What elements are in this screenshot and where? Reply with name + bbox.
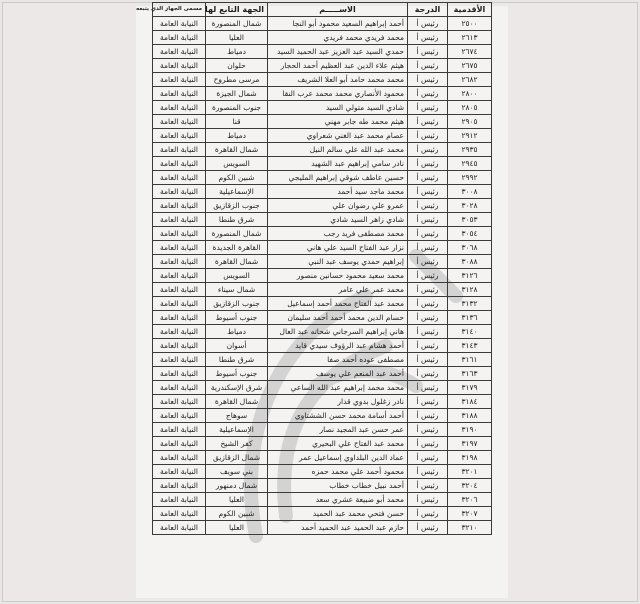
cell-name: أحمد هشام عبد الرؤوف سيدي قايد: [268, 339, 408, 353]
cell-seniority: ٣١٤٠: [448, 325, 492, 339]
header-name: الاســـــم: [268, 3, 408, 17]
cell-entity: جنوب أسيوط: [206, 311, 268, 325]
cell-agency: النيابة العامة: [153, 227, 206, 241]
table-row: [153, 493, 492, 507]
cell-seniority: ٢٩٩٢: [448, 171, 492, 185]
cell-entity: القاهرة الجديدة: [206, 241, 268, 255]
table-row: [153, 45, 492, 59]
cell-entity: شبين الكوم: [206, 507, 268, 521]
cell-name: أحمد إبراهيم السعيد محمود أبو النجا: [268, 17, 408, 31]
table-row: [153, 269, 492, 283]
cell-entity: جنوب المنصورة: [206, 101, 268, 115]
cell-name: عمرو علي رضوان علي: [268, 199, 408, 213]
table-row: [153, 311, 492, 325]
table-row: [153, 339, 492, 353]
cell-name: هيثم محمد طه جابر مهني: [268, 115, 408, 129]
cell-agency: النيابة العامة: [153, 213, 206, 227]
cell-rank: رئيس أ: [408, 115, 448, 129]
cell-name: محمد عبد الفتاح علي البحيري: [268, 437, 408, 451]
table-header-row: [153, 3, 492, 17]
cell-rank: رئيس أ: [408, 353, 448, 367]
cell-seniority: ٣١٩٨: [448, 451, 492, 465]
cell-agency: النيابة العامة: [153, 479, 206, 493]
cell-entity: شمال سيناء: [206, 283, 268, 297]
cell-rank: رئيس أ: [408, 423, 448, 437]
cell-rank: رئيس أ: [408, 101, 448, 115]
personnel-table: [136, 2, 492, 535]
cell-entity: كفر الشيخ: [206, 437, 268, 451]
cell-entity: شمال القاهرة: [206, 395, 268, 409]
header-seniority: الأقدمية: [448, 3, 492, 17]
cell-agency: النيابة العامة: [153, 507, 206, 521]
cell-entity: شمال الجيزة: [206, 87, 268, 101]
cell-seniority: ٣١٣٦: [448, 311, 492, 325]
cell-agency: النيابة العامة: [153, 269, 206, 283]
cell-rank: رئيس أ: [408, 143, 448, 157]
cell-seniority: ٣٠٠٨: [448, 185, 492, 199]
header-rank: الدرجة: [408, 3, 448, 17]
table-row: [153, 423, 492, 437]
cell-rank: رئيس أ: [408, 339, 448, 353]
cell-seniority: ٢٦٧٤: [448, 45, 492, 59]
cell-agency: النيابة العامة: [153, 493, 206, 507]
cell-name: حمدي السيد عبد العزيز عبد الحميد السيد: [268, 45, 408, 59]
table-row: [153, 59, 492, 73]
cell-rank: رئيس أ: [408, 129, 448, 143]
cell-entity: شمال المنصورة: [206, 17, 268, 31]
cell-seniority: ٣١٩٠: [448, 423, 492, 437]
cell-name: محمد فريدي محمد فريدي: [268, 31, 408, 45]
cell-rank: رئيس أ: [408, 199, 448, 213]
cell-rank: رئيس أ: [408, 521, 448, 535]
cell-entity: دمياط: [206, 325, 268, 339]
table-row: [153, 297, 492, 311]
cell-entity: الإسماعيلية: [206, 423, 268, 437]
cell-agency: النيابة العامة: [153, 171, 206, 185]
cell-entity: شمال دمنهور: [206, 479, 268, 493]
cell-name: نادر زغلول بدوي قدار: [268, 395, 408, 409]
cell-agency: النيابة العامة: [153, 185, 206, 199]
cell-rank: رئيس أ: [408, 213, 448, 227]
table-row: [153, 17, 492, 31]
cell-name: أحمد أسامة محمد حسن الششتاوي: [268, 409, 408, 423]
cell-seniority: ٣١٣٢: [448, 297, 492, 311]
cell-seniority: ٣٢١٠: [448, 521, 492, 535]
cell-rank: رئيس أ: [408, 367, 448, 381]
cell-rank: رئيس أ: [408, 157, 448, 171]
cell-seniority: ٣١٦١: [448, 353, 492, 367]
cell-entity: شمال القاهرة: [206, 143, 268, 157]
cell-agency: النيابة العامة: [153, 339, 206, 353]
table-row: [153, 395, 492, 409]
cell-entity: جنوب أسيوط: [206, 367, 268, 381]
cell-agency: النيابة العامة: [153, 465, 206, 479]
cell-seniority: ٢٦٨٢: [448, 73, 492, 87]
cell-entity: حلوان: [206, 59, 268, 73]
cell-entity: شرق طنطا: [206, 213, 268, 227]
cell-entity: شمال المنصورة: [206, 227, 268, 241]
cell-agency: النيابة العامة: [153, 59, 206, 73]
cell-name: محمد مصطفى فريد رجب: [268, 227, 408, 241]
cell-rank: رئيس أ: [408, 297, 448, 311]
table-row: [153, 507, 492, 521]
cell-agency: النيابة العامة: [153, 367, 206, 381]
cell-agency: النيابة العامة: [153, 353, 206, 367]
cell-rank: رئيس أ: [408, 311, 448, 325]
table-row: [153, 353, 492, 367]
cell-entity: السويس: [206, 269, 268, 283]
cell-rank: رئيس أ: [408, 465, 448, 479]
cell-name: عمر حسن عبد المجيد نصار: [268, 423, 408, 437]
header-entity: الجهة التابع لها: [206, 3, 268, 17]
cell-agency: النيابة العامة: [153, 129, 206, 143]
cell-rank: رئيس أ: [408, 87, 448, 101]
cell-agency: النيابة العامة: [153, 311, 206, 325]
cell-rank: رئيس أ: [408, 507, 448, 521]
cell-name: إبراهيم حمدي يوسف عبد النبي: [268, 255, 408, 269]
cell-entity: السويس: [206, 157, 268, 171]
cell-entity: العليا: [206, 493, 268, 507]
cell-name: هيثم علاء الدين عبد العظيم أحمد الحجار: [268, 59, 408, 73]
table-row: [153, 241, 492, 255]
cell-entity: شرق الإسكندرية: [206, 381, 268, 395]
cell-seniority: ٣٠٨٨: [448, 255, 492, 269]
cell-name: حسام الدين محمد أحمد أحمد سليمان: [268, 311, 408, 325]
cell-seniority: ٣١٦٣: [448, 367, 492, 381]
cell-name: عصام محمد عبد الغني شعراوي: [268, 129, 408, 143]
cell-seniority: ٣١٢٨: [448, 283, 492, 297]
cell-name: أحمد عبد المنعم علي يوسف: [268, 367, 408, 381]
cell-rank: رئيس أ: [408, 381, 448, 395]
cell-seniority: ٢٩٠٥: [448, 115, 492, 129]
cell-rank: رئيس أ: [408, 409, 448, 423]
cell-rank: رئيس أ: [408, 45, 448, 59]
cell-rank: رئيس أ: [408, 451, 448, 465]
cell-name: مصطفى عوده أحمد صفا: [268, 353, 408, 367]
cell-seniority: ٢٩٣٥: [448, 143, 492, 157]
cell-seniority: ٣٢٠٦: [448, 493, 492, 507]
cell-seniority: ٣٢٠٤: [448, 479, 492, 493]
table-row: [153, 227, 492, 241]
cell-entity: العليا: [206, 521, 268, 535]
cell-agency: النيابة العامة: [153, 437, 206, 451]
cell-seniority: ٣٢٠١: [448, 465, 492, 479]
table-row: [153, 409, 492, 423]
cell-rank: رئيس أ: [408, 17, 448, 31]
cell-entity: قنا: [206, 115, 268, 129]
table-row: [153, 325, 492, 339]
cell-name: أحمد نبيل خطاب خطاب: [268, 479, 408, 493]
table-row: [153, 283, 492, 297]
cell-seniority: ٣٠٥٤: [448, 227, 492, 241]
cell-seniority: ٣١٩٧: [448, 437, 492, 451]
cell-name: حسين عاطف شوقي إبراهيم المليجي: [268, 171, 408, 185]
cell-rank: رئيس أ: [408, 479, 448, 493]
table-row: [153, 479, 492, 493]
cell-agency: النيابة العامة: [153, 73, 206, 87]
cell-name: محمد ماجد سيد أحمد: [268, 185, 408, 199]
cell-seniority: ٣١٨٨: [448, 409, 492, 423]
cell-seniority: ٣١٧٩: [448, 381, 492, 395]
table-row: [153, 129, 492, 143]
cell-agency: النيابة العامة: [153, 157, 206, 171]
cell-agency: النيابة العامة: [153, 325, 206, 339]
table-row: [153, 31, 492, 45]
cell-entity: دمياط: [206, 129, 268, 143]
cell-agency: النيابة العامة: [153, 115, 206, 129]
table-row: [153, 199, 492, 213]
cell-name: حسن فتحي محمد عبد الحميد: [268, 507, 408, 521]
cell-entity: شرق طنطا: [206, 353, 268, 367]
cell-rank: رئيس أ: [408, 325, 448, 339]
cell-entity: جنوب الزقازيق: [206, 199, 268, 213]
cell-agency: النيابة العامة: [153, 101, 206, 115]
table-row: [153, 185, 492, 199]
cell-seniority: ٣٠٦٨: [448, 241, 492, 255]
cell-name: محمد عبد الفتاح محمد أحمد إسماعيل: [268, 297, 408, 311]
cell-rank: رئيس أ: [408, 269, 448, 283]
cell-seniority: ٢٩٤٥: [448, 157, 492, 171]
cell-agency: النيابة العامة: [153, 283, 206, 297]
cell-entity: العليا: [206, 31, 268, 45]
cell-name: نادر سامي إبراهيم عبد الشهيد: [268, 157, 408, 171]
cell-agency: النيابة العامة: [153, 241, 206, 255]
cell-name: محمد سعيد محمود حسانين منصور: [268, 269, 408, 283]
cell-entity: شبين الكوم: [206, 171, 268, 185]
cell-name: حازم عبد الحميد عبد الحميد أحمد: [268, 521, 408, 535]
table-row: [153, 73, 492, 87]
cell-rank: رئيس أ: [408, 73, 448, 87]
table-row: [153, 213, 492, 227]
cell-seniority: ٢٦٧٥: [448, 59, 492, 73]
cell-seniority: ٢٥٠٠: [448, 17, 492, 31]
cell-name: محمد محمد إبراهيم عبد الله الساعي: [268, 381, 408, 395]
table-row: [153, 465, 492, 479]
cell-name: محمد عمر علي عامر: [268, 283, 408, 297]
table-row: [153, 157, 492, 171]
cell-rank: رئيس أ: [408, 395, 448, 409]
cell-agency: النيابة العامة: [153, 45, 206, 59]
cell-seniority: ٣١٨٤: [448, 395, 492, 409]
cell-agency: النيابة العامة: [153, 409, 206, 423]
table-row: [153, 115, 492, 129]
cell-seniority: ٢٩١٢: [448, 129, 492, 143]
table-row: [153, 87, 492, 101]
cell-agency: النيابة العامة: [153, 143, 206, 157]
cell-name: محمود الأنصاري محمد محمد عرب النقا: [268, 87, 408, 101]
cell-agency: النيابة العامة: [153, 297, 206, 311]
cell-entity: سوهاج: [206, 409, 268, 423]
cell-agency: النيابة العامة: [153, 521, 206, 535]
table-row: [153, 521, 492, 535]
cell-rank: رئيس أ: [408, 283, 448, 297]
cell-rank: رئيس أ: [408, 59, 448, 73]
table-row: [153, 367, 492, 381]
cell-agency: النيابة العامة: [153, 395, 206, 409]
cell-entity: الإسماعيلية: [206, 185, 268, 199]
cell-name: هاني إبراهيم السرجاني شحاته عبد العال: [268, 325, 408, 339]
cell-seniority: ٢٨٠٥: [448, 101, 492, 115]
cell-seniority: ٢٨٠٠: [448, 87, 492, 101]
cell-agency: النيابة العامة: [153, 17, 206, 31]
cell-agency: النيابة العامة: [153, 451, 206, 465]
cell-seniority: ٣٢٠٧: [448, 507, 492, 521]
table-row: [153, 451, 492, 465]
cell-seniority: ٣٠٢٨: [448, 199, 492, 213]
cell-rank: رئيس أ: [408, 31, 448, 45]
table-row: [153, 381, 492, 395]
cell-rank: رئيس أ: [408, 171, 448, 185]
cell-agency: النيابة العامة: [153, 31, 206, 45]
cell-entity: شمال الزقازيق: [206, 451, 268, 465]
header-agency: مسمى الجهاز الذي يتبعه: [153, 3, 206, 17]
table-row: [153, 171, 492, 185]
cell-rank: رئيس أ: [408, 437, 448, 451]
cell-entity: دمياط: [206, 45, 268, 59]
cell-seniority: ٣٠٥٣: [448, 213, 492, 227]
table-row: [153, 143, 492, 157]
cell-entity: أسوان: [206, 339, 268, 353]
cell-name: محمد أبو ضبيعة عشري سعد: [268, 493, 408, 507]
cell-agency: النيابة العامة: [153, 199, 206, 213]
cell-seniority: ٣١٢٦: [448, 269, 492, 283]
cell-rank: رئيس أ: [408, 241, 448, 255]
cell-entity: جنوب الزقازيق: [206, 297, 268, 311]
cell-name: شادي زاهر السيد شادي: [268, 213, 408, 227]
cell-name: عماد الدين البلداوي إسماعيل عمر: [268, 451, 408, 465]
cell-seniority: ٣١٤٣: [448, 339, 492, 353]
cell-name: محمد محمد حامد أبو العلا الشريف: [268, 73, 408, 87]
cell-agency: النيابة العامة: [153, 87, 206, 101]
cell-name: شادي السيد متولي السيد: [268, 101, 408, 115]
cell-agency: النيابة العامة: [153, 423, 206, 437]
cell-rank: رئيس أ: [408, 493, 448, 507]
cell-rank: رئيس أ: [408, 255, 448, 269]
table-row: [153, 255, 492, 269]
table-row: [153, 437, 492, 451]
cell-name: نزار عبد الفتاح السيد علي هاني: [268, 241, 408, 255]
cell-seniority: ٢٦١٣: [448, 31, 492, 45]
cell-rank: رئيس أ: [408, 185, 448, 199]
cell-entity: مرسى مطروح: [206, 73, 268, 87]
cell-entity: بني سويف: [206, 465, 268, 479]
cell-agency: النيابة العامة: [153, 255, 206, 269]
cell-rank: رئيس أ: [408, 227, 448, 241]
cell-entity: شمال القاهرة: [206, 255, 268, 269]
table-row: [153, 101, 492, 115]
cell-name: محمود أحمد علي محمد حمزه: [268, 465, 408, 479]
cell-name: محمد عبد الله علي سالم النيل: [268, 143, 408, 157]
cell-agency: النيابة العامة: [153, 381, 206, 395]
